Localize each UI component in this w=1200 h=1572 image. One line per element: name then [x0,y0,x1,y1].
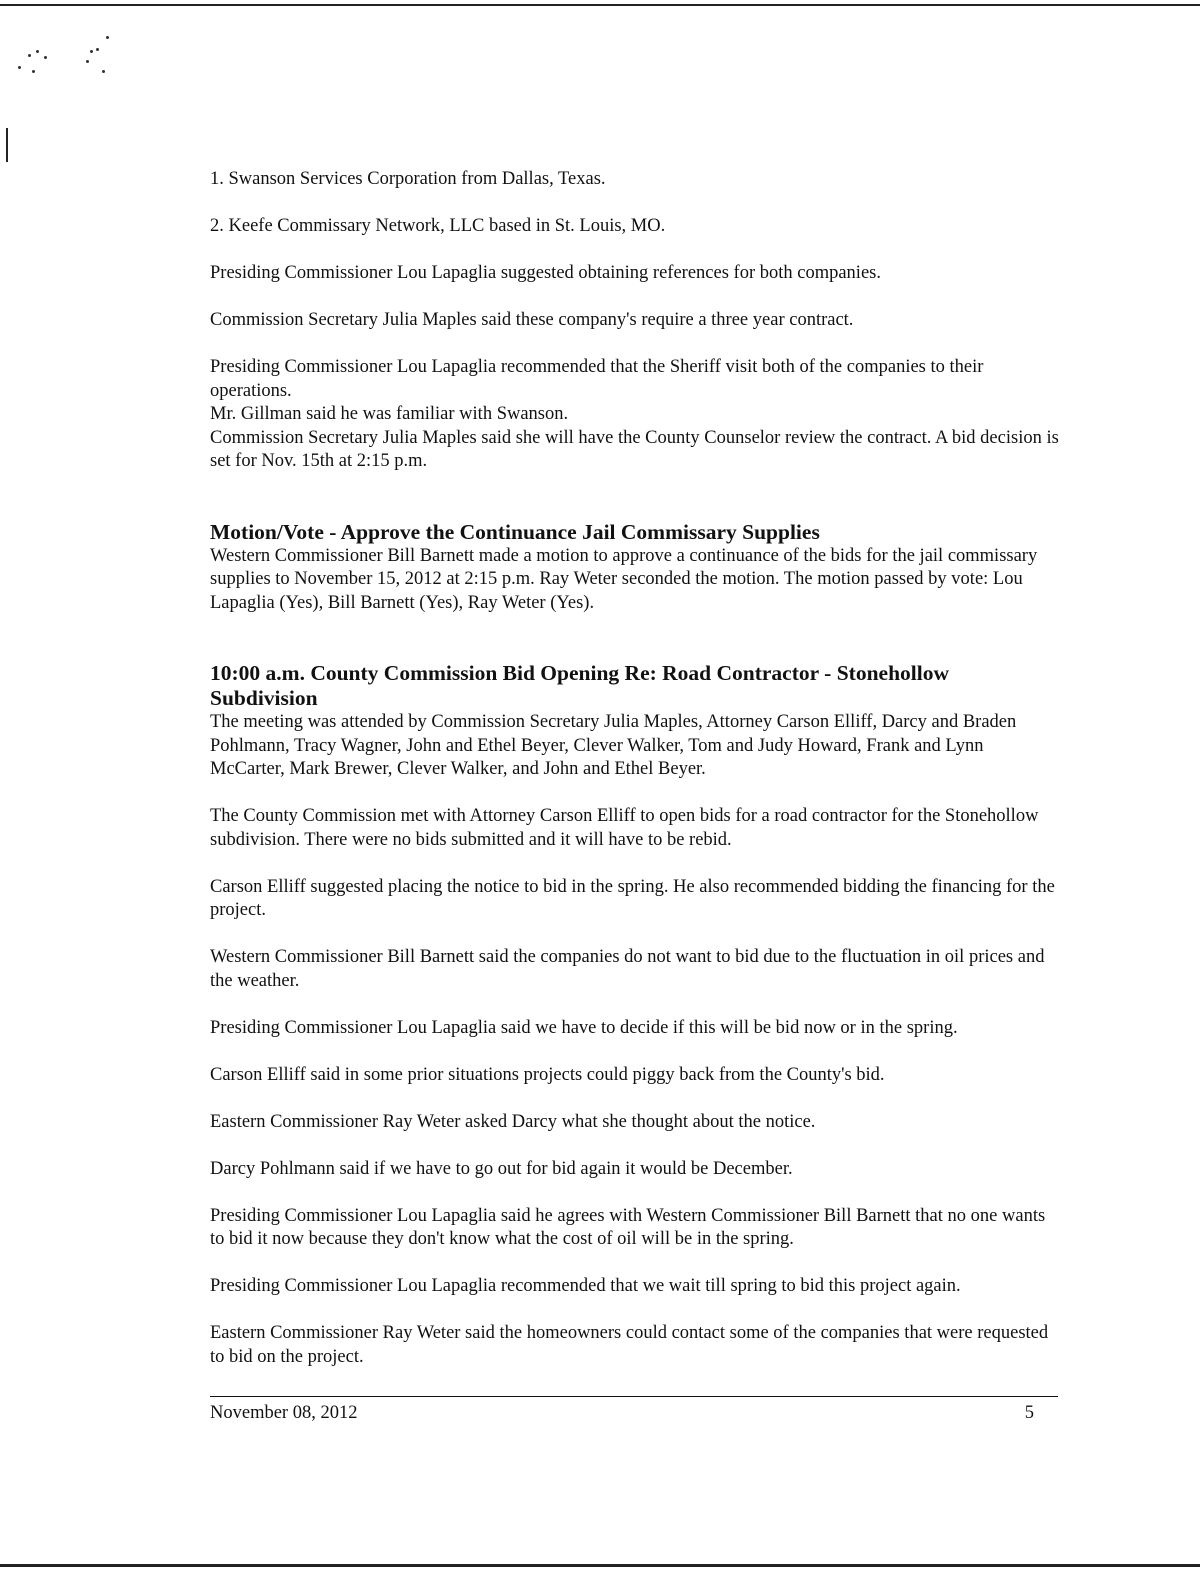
list-item: 1. Swanson Services Corporation from Dallas, Texas. [210,169,606,189]
paragraph: Presiding Commissioner Lou Lapaglia said we have to decide if this will be bid now or in the spring. [210,1017,958,1038]
footer-date: November 08, 2012 [210,1403,358,1423]
list-item: 2. Keefe Commissary Network, LLC based in St. Louis, MO. [210,216,666,236]
footer-rule [210,1396,1058,1397]
paragraph: Western Commissioner Bill Barnett said the companies do not want to bid due to the fluctuation in oil prices and the weather. [210,947,1045,991]
page-footer [210,1396,1058,1424]
paragraph: Eastern Commissioner Ray Weter said the homeowners could contact some of the companies that were requested to bid on the project. [210,1323,1049,1367]
paragraph: The County Commission met with Attorney Carson Elliff to open bids for a road contractor for the Stonehollow subdivision. There were no bids submitted and it will have to be rebid. [210,806,1039,850]
paragraph: Presiding Commissioner Lou Lapaglia suggested obtaining references for both companies. [210,263,881,283]
paragraph: Darcy Pohlmann said if we have to go out for bid again it would be December. [210,1158,793,1179]
paragraph: Eastern Commissioner Ray Weter asked Darcy what she thought about the notice. [210,1111,816,1132]
page-number: 5 [1024,1403,1034,1423]
scan-specks [14,30,124,90]
scan-border-top [0,4,1200,6]
paragraph: Commission Secretary Julia Maples said these company's require a three year contract. [210,310,854,330]
paragraph: Western Commissioner Bill Barnett made a motion to approve a continuance of the bids for the jail commissary supplies to November 15, 2012 at 2:15 p.m. Ray Weter seconded the motion. The motion passed by vote: Lou Lapaglia (Yes), Bill Barnett (Yes), Ray Weter (Yes). [210,545,1038,613]
scan-mark [6,128,8,162]
section-heading: 10:00 a.m. County Commission Bid Opening Re: Road Contractor - Stonehollow Subdivision [210,661,949,710]
paragraph: Carson Elliff suggested placing the notice to bid in the spring. He also recommended bidding the financing for the project. [210,876,1055,920]
scan-border-bottom [0,1564,1200,1567]
paragraph: Presiding Commissioner Lou Lapaglia recommended that the Sheriff visit both of the companies to their operations. [210,357,984,401]
attendance-paragraph: The meeting was attended by Commission Secretary Julia Maples, Attorney Carson Elliff, Darcy and Braden Pohlmann, Tracy Wagner, John and Ethel Beyer, Clever Walker, Tom and Judy Howard, Frank and Lynn McCarter, Mark Brewer, Clever Walker, and John and Ethel Beyer. [210,712,1017,779]
document-body [210,168,1060,1369]
paragraph: Carson Elliff said in some prior situations projects could piggy back from the County's bid. [210,1064,885,1085]
paragraph: Commission Secretary Julia Maples said she will have the County Counselor review the contract. A bid decision is set for Nov. 15th at 2:15 p.m. [210,427,1059,471]
paragraph: Mr. Gillman said he was familiar with Swanson. [210,404,569,424]
paragraph: Presiding Commissioner Lou Lapaglia said he agrees with Western Commissioner Bill Barnett that no one wants to bid it now because they don't know what the cost of oil will be in the spring. [210,1205,1046,1249]
section-heading: Motion/Vote - Approve the Continuance Jail Commissary Supplies [210,519,820,544]
paragraph: Presiding Commissioner Lou Lapaglia recommended that we wait till spring to bid this project again. [210,1276,961,1296]
